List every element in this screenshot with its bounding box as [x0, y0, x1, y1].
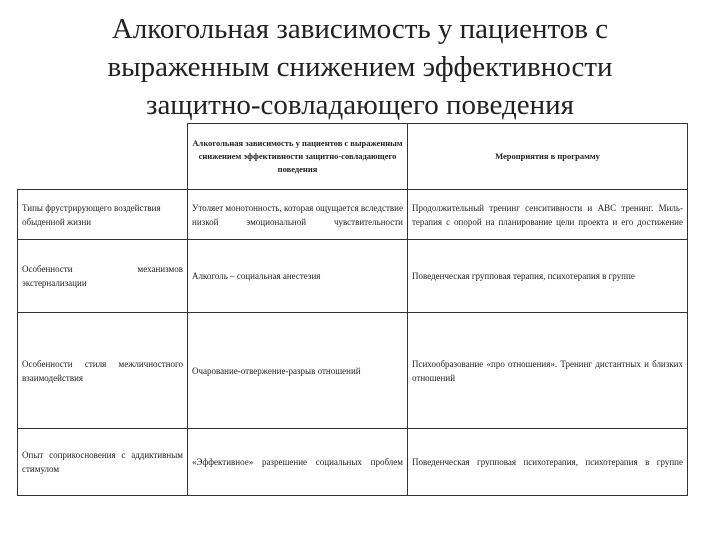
header-cell-dependency: Алкогольная зависимость у пациентов с выраженным снижением эффективности защитно-совладающего поведения — [188, 124, 408, 190]
row-measures-cell: Продолжительный тренинг сенситивности и ABC тренинг. Миль-терапия с опорой на планирование цели проекта и его достижение — [408, 190, 688, 240]
title-line-2: выраженным снижением эффективности — [107, 51, 613, 83]
program-table — [17, 123, 688, 496]
row-factor-cell: Опыт соприкосновения с аддиктивным стимулом — [18, 429, 188, 496]
table-header-row — [18, 124, 688, 190]
row-dependency-cell: Алкоголь – социальная анестезия — [188, 240, 408, 313]
table-row — [18, 313, 688, 429]
row-factor-cell: Особенности стиля межличностного взаимодействия — [18, 313, 188, 429]
row-dependency-cell: Очарование-отвержение-разрыв отношений — [188, 313, 408, 429]
row-factor-cell: Типы фрустрирующего воздействия обыденной жизни — [18, 190, 188, 240]
header-cell-measures: Мероприятия в программу — [408, 124, 688, 190]
row-dependency-cell: Утоляет монотонность, которая ощущается вследствие низкой эмоциональной чувствительности — [188, 190, 408, 240]
row-dependency-cell: «Эффективное» разрешение социальных проблем — [188, 429, 408, 496]
row-factor-cell: Особенности механизмов экстернализации — [18, 240, 188, 313]
row-measures-cell: Поведенческая групповая психотерапия, психотерапия в группе — [408, 429, 688, 496]
title-line-1: Алкогольная зависимость у пациентов с — [111, 13, 609, 45]
table-row — [18, 240, 688, 313]
row-measures-cell: Психообразование «про отношения». Тренинг дистантных и близких отношений — [408, 313, 688, 429]
title-line-3: защитно-совладающего поведения — [145, 89, 574, 121]
row-measures-cell: Поведенческая групповая терапия, психотерапия в группе — [408, 240, 688, 313]
table-row — [18, 429, 688, 496]
table-row — [18, 190, 688, 240]
slide-title — [20, 10, 700, 124]
header-cell-empty — [18, 124, 188, 190]
